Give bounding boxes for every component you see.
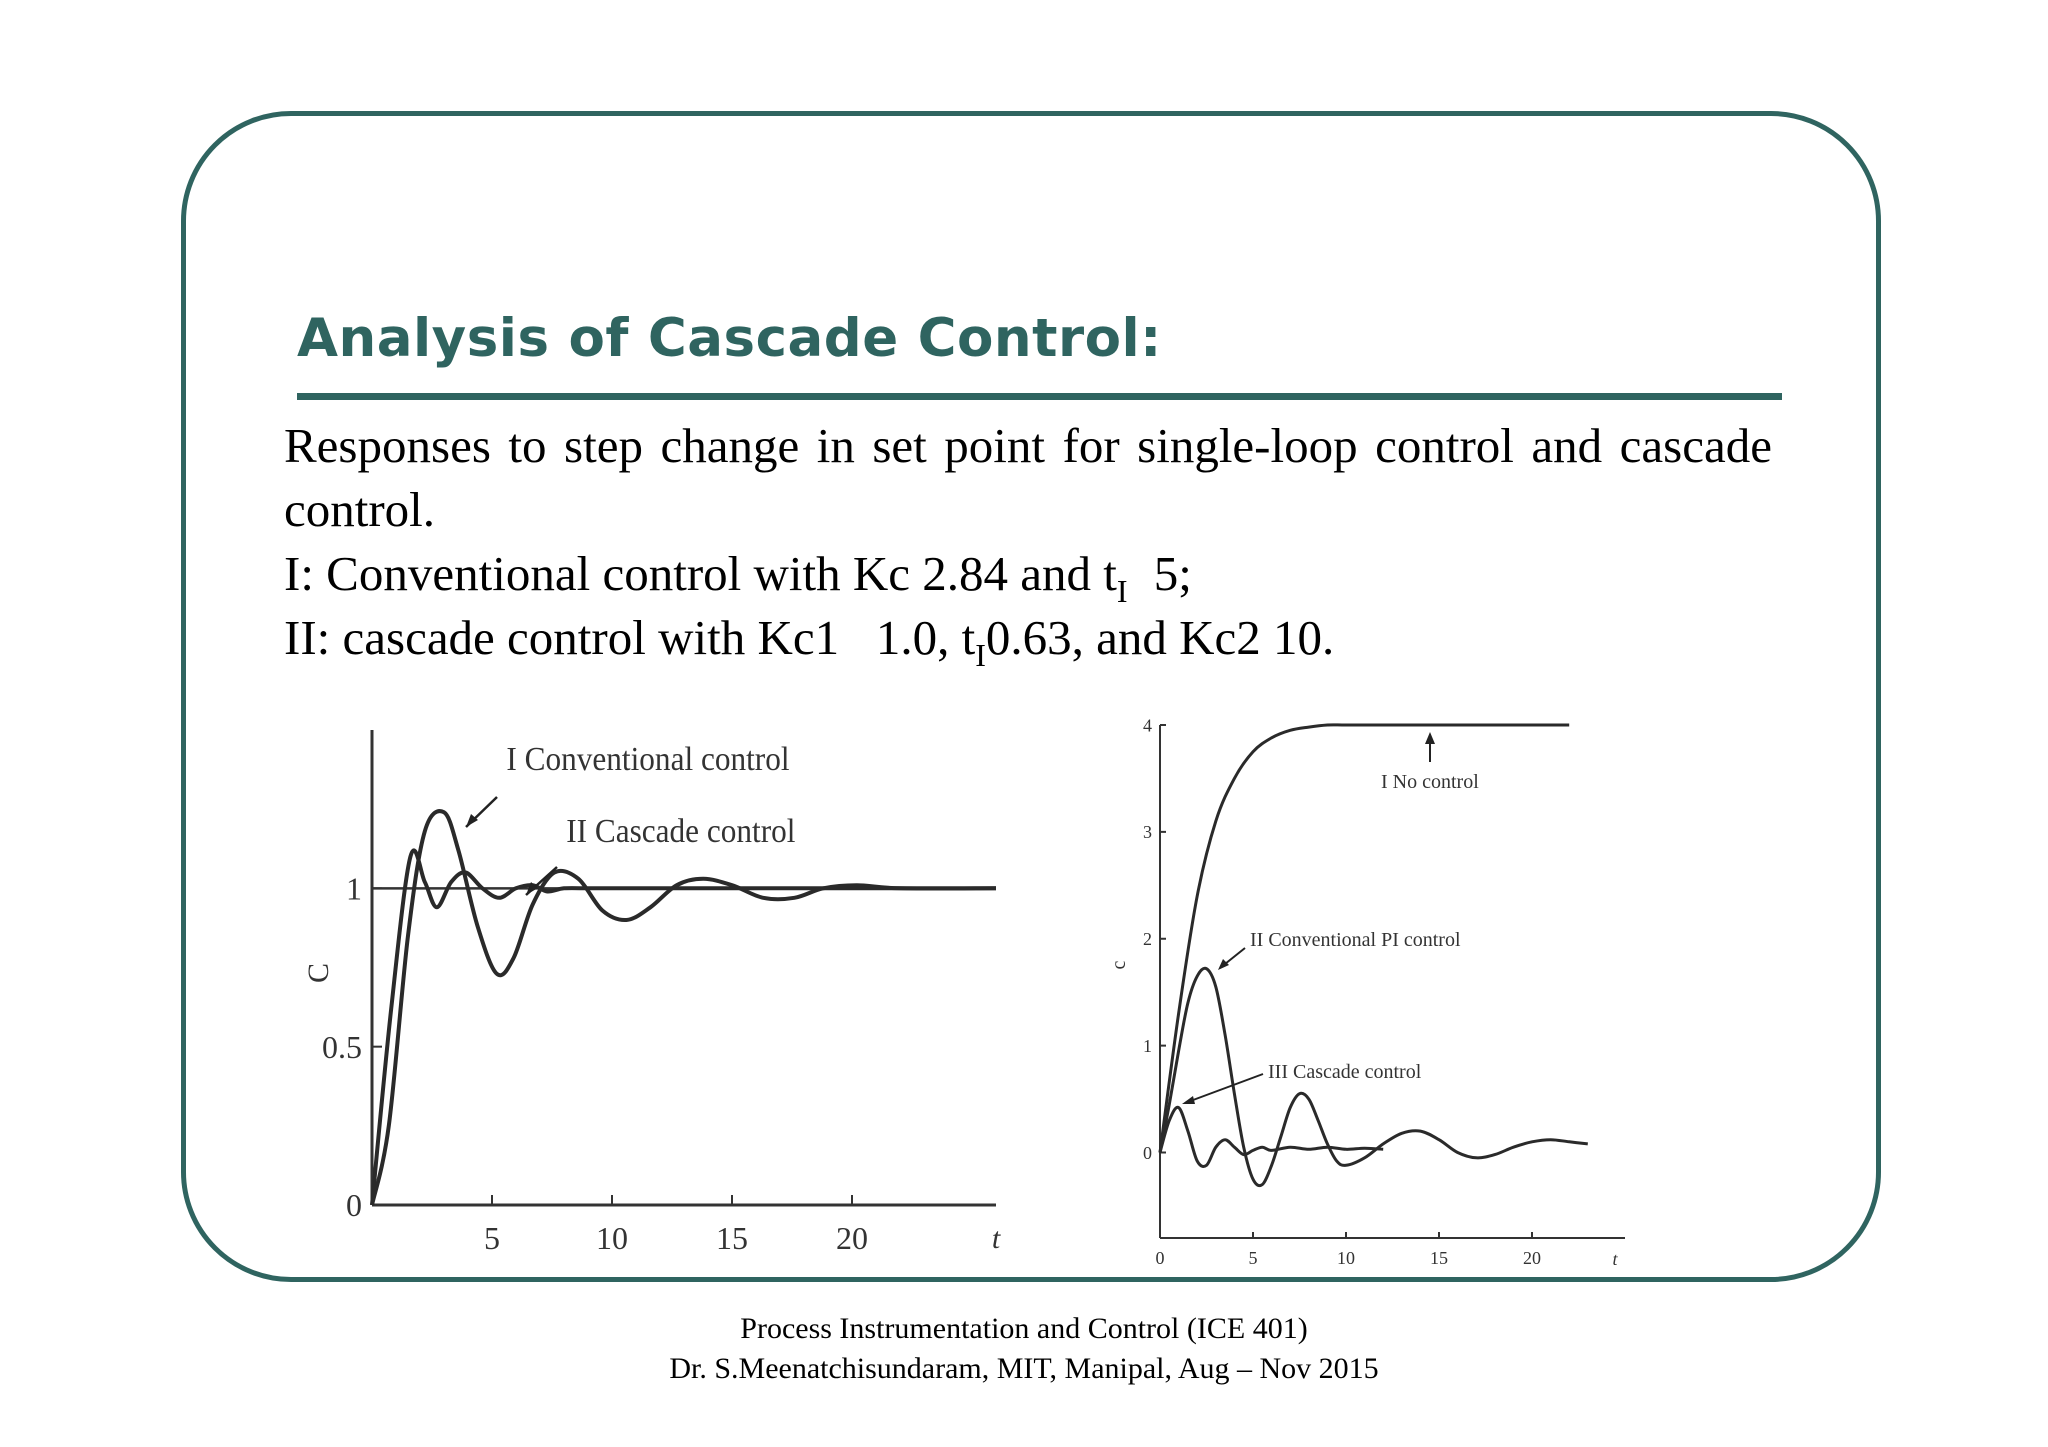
annotation-arrow-cascade bbox=[1185, 1074, 1263, 1103]
annotation-no-control: I No control bbox=[1381, 771, 1479, 793]
line2-mid: 1.0, t bbox=[875, 610, 976, 665]
line2-text: II: cascade control with Kc1 bbox=[284, 610, 840, 665]
slide-title: Analysis of Cascade Control: bbox=[297, 308, 1162, 369]
y-tick-label: 1 bbox=[1143, 1035, 1152, 1056]
body-paragraph: Responses to step change in set point for single-loop control and cascade control. bbox=[284, 418, 1772, 537]
line1-subscript: I bbox=[1116, 573, 1128, 609]
x-tick-label: 20 bbox=[836, 1220, 868, 1256]
title-underline bbox=[297, 393, 1782, 400]
x-tick-label: 15 bbox=[716, 1220, 748, 1256]
arrowhead-pi bbox=[1218, 959, 1229, 970]
slide-body bbox=[284, 414, 1772, 673]
x-tick-label: 5 bbox=[484, 1220, 500, 1256]
chart-disturbance-response bbox=[1105, 710, 1645, 1280]
arrowhead-no-control bbox=[1425, 732, 1435, 744]
line2-end: 0.63, and Kc2 10. bbox=[985, 610, 1335, 665]
arrowhead-cascade bbox=[1182, 1096, 1195, 1104]
x-tick-label: 20 bbox=[1523, 1248, 1541, 1268]
y-tick-label: 3 bbox=[1143, 822, 1152, 843]
x-axis-label: t bbox=[1612, 1249, 1618, 1269]
x-tick-label: 10 bbox=[1337, 1248, 1355, 1268]
annotation-cascade-control: III Cascade control bbox=[1268, 1061, 1422, 1083]
annotation-cascade-control: II Cascade control bbox=[566, 812, 796, 851]
y-tick-label: 4 bbox=[1143, 715, 1152, 736]
series-conventional-control bbox=[372, 811, 996, 1205]
series-cascade-control bbox=[372, 850, 996, 1205]
annotation-conventional-pi: II Conventional PI control bbox=[1250, 929, 1461, 951]
y-tick-label: 0 bbox=[1143, 1142, 1152, 1163]
y-axis-label: C bbox=[302, 962, 335, 984]
body-line-1 bbox=[284, 542, 1772, 609]
y-tick-label: 1 bbox=[346, 870, 362, 907]
chart-conventional-vs-cascade bbox=[270, 715, 1010, 1275]
line1-text: I: Conventional control with Kc 2.84 and t bbox=[284, 546, 1117, 601]
body-line-2 bbox=[284, 606, 1772, 673]
line2-subscript: I bbox=[975, 637, 986, 673]
x-tick-label: 15 bbox=[1430, 1248, 1448, 1268]
x-tick-label: 10 bbox=[596, 1220, 628, 1256]
annotation-conventional-control: I Conventional control bbox=[506, 740, 790, 779]
y-axis-label: c bbox=[1108, 960, 1130, 970]
footer-author: Dr. S.Meenatchisundaram, MIT, Manipal, Aug – Nov 2015 bbox=[669, 1352, 1379, 1385]
series-cascade-control bbox=[1160, 1107, 1383, 1166]
x-axis-label: t bbox=[991, 1222, 1001, 1255]
x-tick-label: 0 bbox=[1155, 1248, 1165, 1268]
line1-end: 5; bbox=[1153, 546, 1192, 601]
y-tick-label: 0.5 bbox=[322, 1028, 362, 1065]
footer-course: Process Instrumentation and Control (ICE 401) bbox=[740, 1312, 1308, 1345]
x-tick-label: 5 bbox=[1248, 1248, 1258, 1268]
y-tick-label: 0 bbox=[346, 1187, 362, 1224]
y-tick-label: 2 bbox=[1143, 929, 1152, 950]
